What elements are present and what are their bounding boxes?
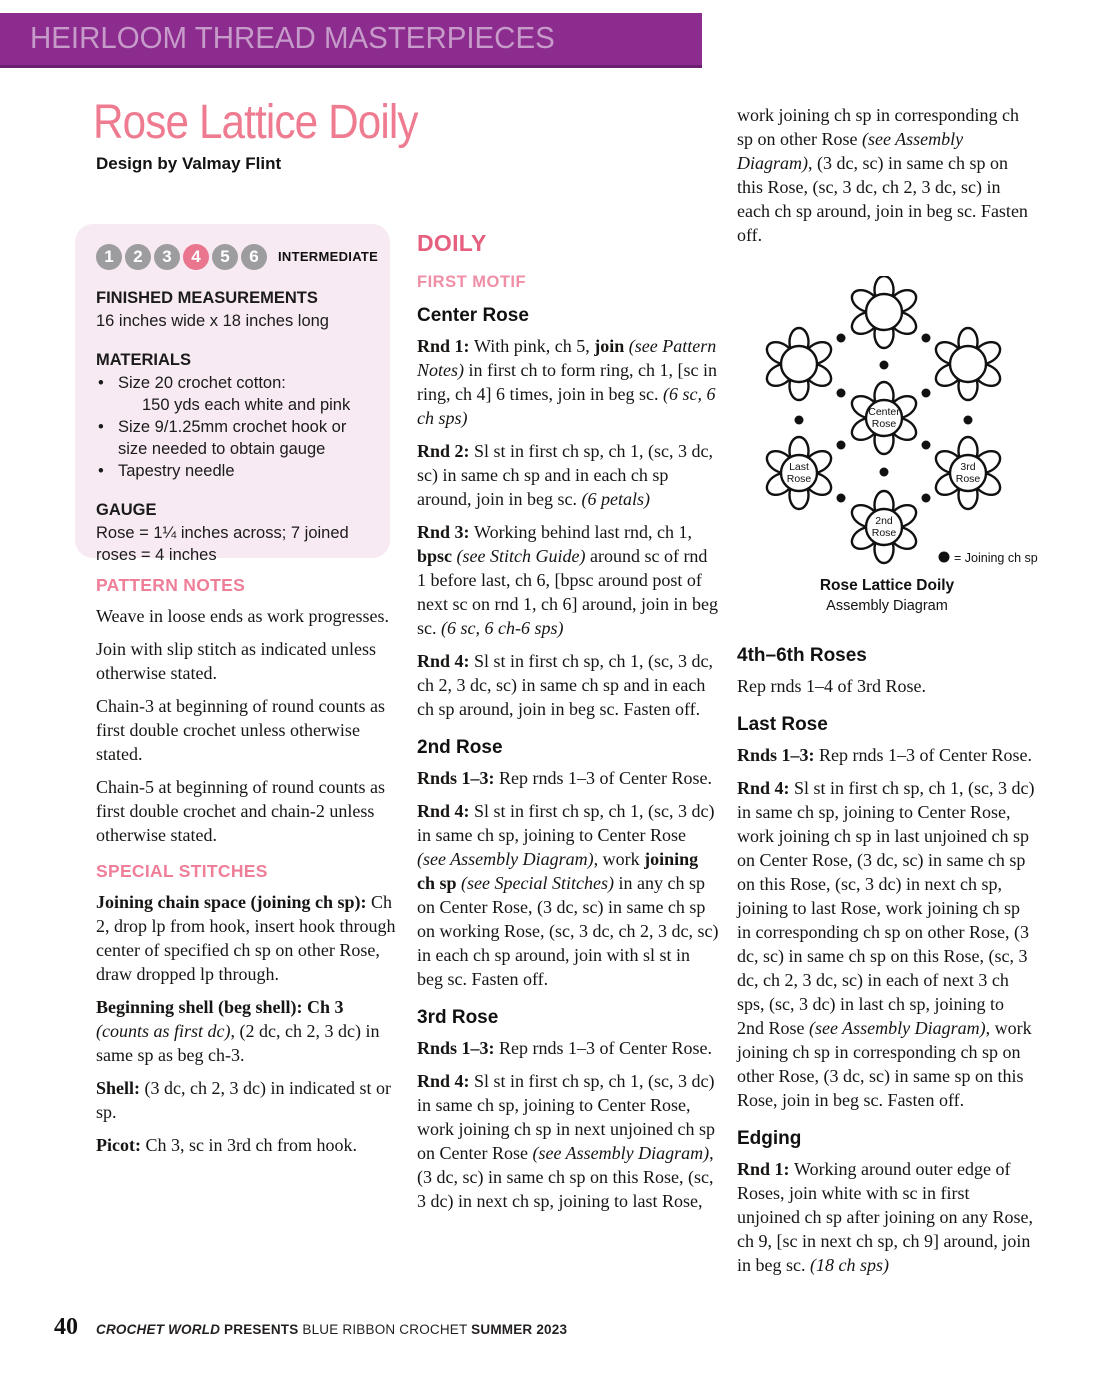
rose-label-center: Center (868, 406, 900, 418)
rose-label-center: Rose (871, 418, 897, 430)
joining-dot (837, 334, 846, 343)
right-column-top (737, 103, 1035, 256)
material-item (96, 416, 372, 460)
rose-label-third: Rose (955, 473, 981, 485)
instruction-rnd: Rnd 4: Sl st in first ch sp, ch 1, (sc, 3 dc, ch 2, 3 dc, sc) in same ch sp and in each ch sp around, join in beg sc. Fasten off. (417, 651, 713, 719)
rose-label-second: 2nd (875, 515, 893, 527)
bullet-icon: • (98, 418, 104, 436)
special-stitches-heading: SPECIAL STITCHES (96, 861, 268, 881)
difficulty-level-3: 3 (154, 244, 180, 270)
special-stitch: Beginning shell (beg shell): Ch 3 (counts as first dc), (2 dc, ch 2, 3 dc) in same sp as beg ch-3. (96, 997, 380, 1065)
instruction-rnd: Rnd 4: Sl st in first ch sp, ch 1, (sc, 3 dc) in same ch sp, joining to Center Rose, work joining ch sp in next unjoined ch sp on Center Rose (see Assembly Diagram), (3 dc, sc) in same ch sp on this Rose, (sc, 3 dc) in next ch sp, joining to last Rose, (417, 1071, 715, 1211)
left-column (96, 575, 396, 1166)
difficulty-level-4-active: 4 (183, 244, 209, 270)
rose-label-second: Rose (871, 527, 897, 539)
instruction-rnd: Rnd 2: Sl st in first ch sp, ch 1, (sc, 3 dc, sc) in same ch sp and in each ch sp around, join in beg sc. (6 petals) (417, 441, 713, 509)
right-column-bottom (737, 645, 1035, 1286)
third-rose-heading: 3rd Rose (417, 1007, 499, 1028)
instruction-rnd: Rnds 1–3: Rep rnds 1–3 of Center Rose. (417, 768, 712, 788)
middle-column (417, 230, 719, 1222)
rose-top-right (932, 328, 1004, 400)
joining-dot (964, 416, 973, 425)
material-text: Tapestry needle (118, 462, 235, 480)
instruction-text: Rep rnds 1–4 of 3rd Rose. (737, 676, 926, 696)
joining-dot (837, 494, 846, 503)
section-banner (0, 13, 702, 68)
gauge-heading: GAUGE (96, 501, 157, 519)
joining-dot (880, 361, 889, 370)
joining-dot (837, 389, 846, 398)
rose-top (848, 276, 920, 348)
footer-text: CROCHET WORLD PRESENTS BLUE RIBBON CROCHET SUMMER 2023 (96, 1322, 568, 1337)
difficulty-level-5: 5 (212, 244, 238, 270)
joining-dot (922, 334, 931, 343)
difficulty-level-1: 1 (96, 244, 122, 270)
rose-label-third: 3rd (960, 461, 976, 473)
second-rose-heading: 2nd Rose (417, 737, 503, 758)
material-item (96, 372, 372, 416)
fourth-sixth-roses-heading: 4th–6th Roses (737, 645, 867, 666)
last-rose-heading: Last Rose (737, 714, 828, 735)
pattern-note: Join with slip stitch as indicated unless otherwise stated. (96, 639, 376, 683)
joining-dot (922, 389, 931, 398)
measurements-heading: FINISHED MEASUREMENTS (96, 289, 318, 307)
material-text: Size 9/1.25mm crochet hook or size needed to obtain gauge (118, 418, 347, 458)
material-item (96, 460, 372, 482)
doily-heading: DOILY (417, 230, 487, 256)
first-motif-heading: FIRST MOTIF (417, 273, 527, 291)
special-stitch: Picot: Ch 3, sc in 3rd ch from hook. (96, 1135, 357, 1155)
instruction-rnd: Rnds 1–3: Rep rnds 1–3 of Center Rose. (417, 1038, 712, 1058)
pattern-notes-heading: PATTERN NOTES (96, 575, 246, 595)
rose-label-last: Rose (786, 473, 812, 485)
edging-heading: Edging (737, 1128, 802, 1149)
gauge-text: Rose = 1¼ inches across; 7 joined roses = 4 inches (96, 524, 349, 564)
instruction-rnd: Rnd 4: Sl st in first ch sp, ch 1, (sc, 3 dc) in same ch sp, joining to Center Rose (see Assembly Diagram), work joining ch sp (see Special Stitches) in any ch sp on Center Rose, (3 dc, sc) in same ch sp on working Rose, (sc, 3 dc, ch 2, 3 dc, sc) in each ch sp around, join with sl st in beg sc. Fasten off. (417, 801, 719, 989)
special-stitch: Joining chain space (joining ch sp): Ch 2, drop lp from hook, insert hook through center of specified ch sp on other Rose, draw dropped lp through. (96, 892, 396, 984)
instruction-rnd: Rnd 4: Sl st in first ch sp, ch 1, (sc, 3 dc) in same ch sp, joining to Center Rose, work joining ch sp in last unjoined ch sp on Center Rose, (3 dc, sc) in same ch sp on this Rose, (sc, 3 dc) in next ch sp, joining to last Rose, work joining ch sp in corresponding ch sp on other Rose, (3 dc, sc) in same ch sp on this Rose, (sc, 3 dc, ch 2, 3 dc, sc) in each of next 3 ch sps, (sc, 3 dc) in last ch sp, joining to 2nd Rose (see Assembly Diagram), work joining ch sp in corresponding ch sp on other Rose, (3 dc, sc) in same sp on this Rose, join in beg sc. Fasten off. (737, 778, 1035, 1110)
joining-dot (795, 416, 804, 425)
diagram-caption-subtitle: Assembly Diagram (826, 598, 948, 614)
joining-dot (922, 441, 931, 450)
rose-label-last: Last (789, 461, 809, 473)
page-number: 40 (54, 1314, 78, 1340)
assembly-diagram (748, 276, 1048, 576)
materials-heading: MATERIALS (96, 351, 192, 369)
special-stitch: Shell: (3 dc, ch 2, 3 dc) in indicated st or sp. (96, 1078, 391, 1122)
joining-dot (880, 468, 889, 477)
legend-dot-icon (939, 552, 950, 563)
center-rose-heading: Center Rose (417, 305, 529, 326)
pattern-note: Chain-5 at beginning of round counts as first double crochet and chain-2 unless otherwise stated. (96, 777, 385, 845)
byline: Design by Valmay Flint (96, 154, 282, 173)
bullet-icon: • (98, 374, 104, 392)
pattern-note: Chain-3 at beginning of round counts as first double crochet unless otherwise stated. (96, 696, 385, 764)
instruction-rnd: Rnd 1: With pink, ch 5, join (see Pattern Notes) in first ch to form ring, ch 1, [sc in ring, ch 4] 6 times, join in beg sc. (6 sc, 6 ch sps) (417, 336, 717, 428)
joining-dot (922, 494, 931, 503)
instruction-rnd: Rnds 1–3: Rep rnds 1–3 of Center Rose. (737, 745, 1032, 765)
rose-top-left (763, 328, 835, 400)
difficulty-level-2: 2 (125, 244, 151, 270)
section-banner-title: HEIRLOOM THREAD MASTERPIECES (30, 20, 555, 55)
material-text: Size 20 crochet cotton: (118, 374, 286, 392)
page-title: Rose Lattice Doily (93, 96, 418, 149)
difficulty-label: INTERMEDIATE (278, 249, 379, 264)
difficulty-level-6: 6 (241, 244, 267, 270)
material-subtext: 150 yds each white and pink (142, 396, 351, 414)
joining-dot (837, 441, 846, 450)
instruction-rnd: Rnd 1: Working around outer edge of Roses, join white with sc in first unjoined ch sp after joining on any Rose, ch 9, [sc in next ch sp, ch 9] around, join in beg sc. (18 ch sps) (737, 1159, 1033, 1275)
legend-text: = Joining ch sp (954, 551, 1038, 565)
bullet-icon: • (98, 462, 104, 480)
diagram-caption-title: Rose Lattice Doily (819, 577, 955, 594)
instruction-continuation: work joining ch sp in corresponding ch sp on other Rose (see Assembly Diagram), (3 dc, sc) in same ch sp on this Rose, (sc, 3 dc, ch 2, 3 dc, sc) in each ch sp around, join in beg sc. Fasten off. (737, 105, 1028, 245)
instruction-rnd: Rnd 3: Working behind last rnd, ch 1, bpsc (see Stitch Guide) around sc of rnd 1 before last, ch 6, [bpsc around post of next sc on rnd 1, ch 6] around, join in beg sc. (6 sc, 6 ch-6 sps) (417, 522, 718, 638)
pattern-info-box (75, 224, 390, 564)
pattern-note: Weave in loose ends as work progresses. (96, 606, 389, 626)
measurements-text: 16 inches wide x 18 inches long (96, 312, 329, 330)
difficulty-rating (96, 244, 379, 270)
